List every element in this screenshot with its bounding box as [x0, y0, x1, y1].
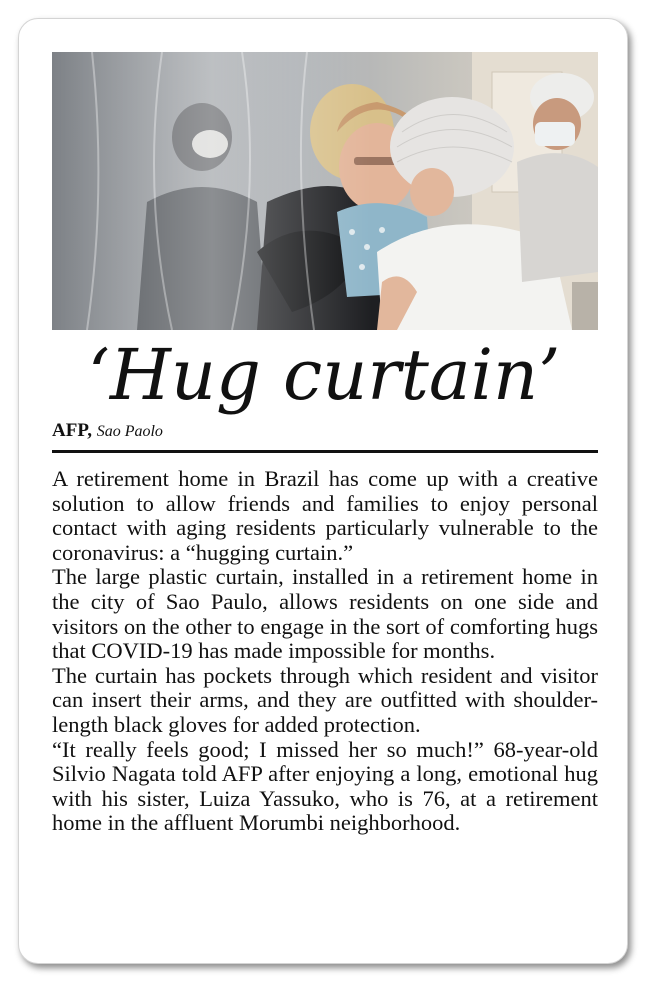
paragraph-4: “It really feels good; I missed her so much!” 68-year-old Silvio Nagata told AFP after enjoying a long, emotional hug with his sister, Luiza Yassuko, who is 76, at a retirement home in the affluent Morumbi neighborhood. [52, 736, 598, 836]
article-card [18, 18, 628, 964]
paragraph-3: The curtain has pockets through which resident and visitor can insert their arms, and they are outfitted with shoulder-length black gloves for added protection. [52, 662, 598, 737]
byline-agency: AFP, [52, 420, 92, 441]
article-photo [52, 52, 598, 330]
byline [52, 420, 163, 442]
byline-dateline: Sao Paolo [96, 423, 163, 440]
paragraph-2: The large plastic curtain, installed in a retirement home in the city of Sao Paulo, allows residents on one side and visitors on the other to engage in the sort of comforting hugs that COVID-19 has made impossible for months. [52, 564, 598, 664]
paragraph-1: A retirement home in Brazil has come up with a creative solution to allow friends and families to enjoy personal contact with aging residents particularly vulnerable to the coronavirus: a “hugging curtain.” [52, 466, 598, 565]
divider [52, 450, 598, 453]
headline: ‘Hug curtain’ [87, 334, 561, 416]
hug-curtain-photo [52, 52, 598, 330]
article-body [52, 467, 598, 836]
